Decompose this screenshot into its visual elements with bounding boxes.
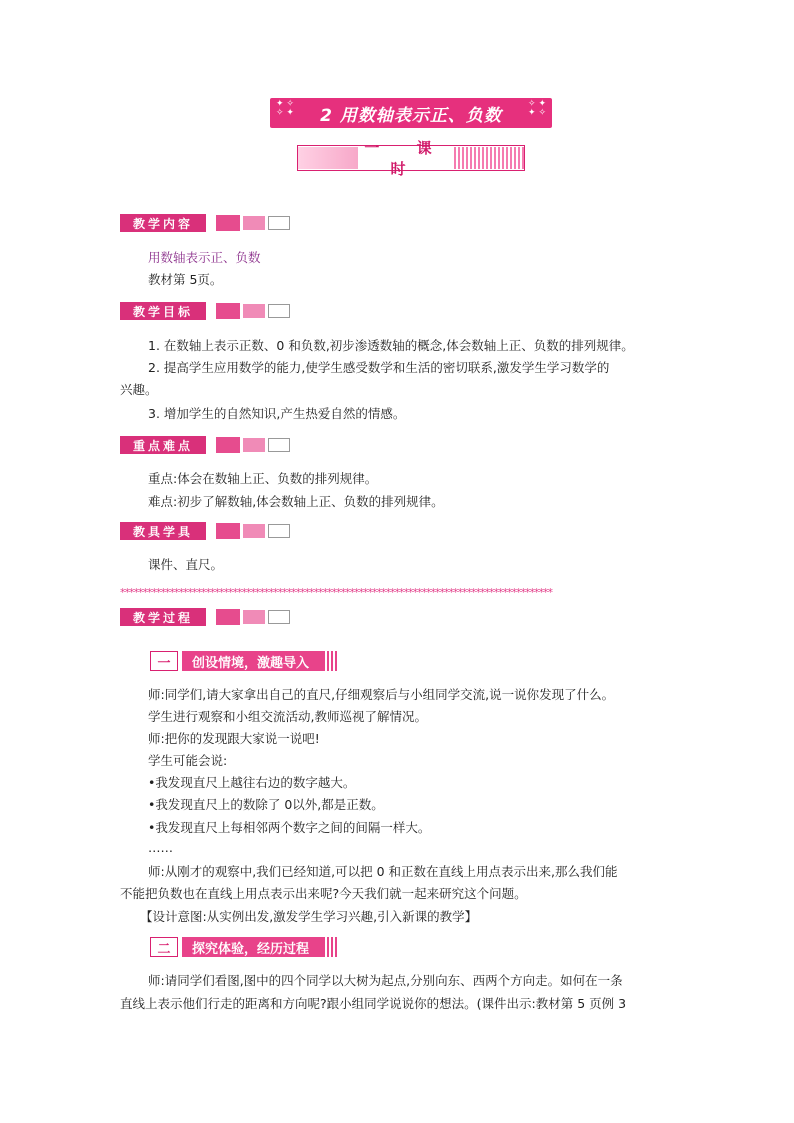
lesson-title-banner: [270, 98, 552, 128]
star-divider: ************************************************************************************************: [120, 588, 552, 598]
content-textbook-page: 教材第 5页。: [148, 272, 223, 287]
process-paragraph-continued: 不能把负数也在直线上用点表示出来呢?今天我们就一起来研究这个问题。: [120, 886, 527, 901]
section-square-decoration: [216, 303, 240, 319]
step-number: 一: [150, 651, 178, 671]
lesson-title: 2 用数轴表示正、负数: [320, 105, 502, 126]
section-label: 教具学具: [120, 522, 206, 540]
section-label: 重点难点: [120, 436, 206, 454]
bullet-item: •我发现直尺上越往右边的数字越大。: [148, 775, 356, 790]
step-stripe-decoration: [323, 651, 337, 671]
section-header-goals: [120, 302, 290, 320]
section-label: 教学目标: [120, 302, 206, 320]
section-square-decoration: [243, 304, 265, 318]
section-square-decoration: [243, 438, 265, 452]
section-header-process: [120, 608, 290, 626]
subtitle-decoration-right: [454, 147, 524, 169]
step-number: 二: [150, 937, 178, 957]
process-paragraph: 学生进行观察和小组交流活动,教师巡视了解情况。: [148, 709, 427, 724]
section-square-decoration: [268, 524, 290, 538]
design-intent: 【设计意图:从实例出发,激发学生学习兴趣,引入新课的教学】: [140, 909, 478, 924]
section-square-decoration: [216, 523, 240, 539]
subtitle-decoration-left: [298, 147, 358, 169]
section-label: 教学过程: [120, 608, 206, 626]
section-square-decoration: [216, 437, 240, 453]
section-square-decoration: [243, 610, 265, 624]
content-topic: 用数轴表示正、负数: [148, 250, 261, 265]
section-square-decoration: [243, 524, 265, 538]
step-title: 创设情境，激趣导入: [182, 651, 323, 671]
star-decoration-icon: ✦ ✧ ✧ ✦: [276, 99, 294, 118]
process-paragraph: 师:请同学们看图,图中的四个同学以大树为起点,分别向东、西两个方向走。如何在一条: [148, 973, 623, 988]
ellipsis: ……: [148, 840, 173, 855]
process-paragraph: 师:从刚才的观察中,我们已经知道,可以把 0 和正数在直线上用点表示出来,那么我们能: [148, 864, 618, 879]
section-square-decoration: [216, 215, 240, 231]
goal-item-continued: 兴趣。: [120, 382, 158, 397]
bullet-item: •我发现直尺上的数除了 0以外,都是正数。: [148, 797, 384, 812]
section-square-decoration: [243, 216, 265, 230]
section-header-key-points: [120, 436, 290, 454]
process-paragraph: 学生可能会说:: [148, 753, 228, 768]
star-decoration-icon: ✧ ✦ ✦ ✧: [528, 99, 546, 118]
process-paragraph-continued: 直线上表示他们行走的距离和方向呢?跟小组同学说说你的想法。(课件出示:教材第 5 页例 3: [120, 996, 627, 1011]
section-square-decoration: [268, 216, 290, 230]
goal-item: 2. 提高学生应用数学的能力,使学生感受数学和生活的密切联系,激发学生学习数学的: [148, 360, 610, 375]
bullet-item: •我发现直尺上每相邻两个数字之间的间隔一样大。: [148, 820, 431, 835]
section-square-decoration: [268, 610, 290, 624]
section-square-decoration: [216, 609, 240, 625]
section-square-decoration: [268, 438, 290, 452]
tools-list: 课件、直尺。: [148, 557, 224, 572]
step-header-1: [150, 651, 337, 671]
step-title: 探究体验，经历过程: [182, 937, 323, 957]
goal-item: 1. 在数轴上表示正数、0 和负数,初步渗透数轴的概念,体会数轴上正、负数的排列规律。: [148, 338, 634, 353]
step-header-2: [150, 937, 337, 957]
section-square-decoration: [268, 304, 290, 318]
difficult-point: 难点:初步了解数轴,体会数轴上正、负数的排列规律。: [148, 494, 444, 509]
lesson-subtitle-banner: [297, 139, 525, 178]
section-label: 教学内容: [120, 214, 206, 232]
process-paragraph: 师:同学们,请大家拿出自己的直尺,仔细观察后与小组同学交流,说一说你发现了什么。: [148, 687, 615, 702]
section-header-tools: [120, 522, 290, 540]
step-stripe-decoration: [323, 937, 337, 957]
process-paragraph: 师:把你的发现跟大家说一说吧!: [148, 731, 320, 746]
section-header-content: [120, 214, 290, 232]
goal-item: 3. 增加学生的自然知识,产生热爱自然的情感。: [148, 406, 406, 421]
key-point: 重点:体会在数轴上正、负数的排列规律。: [148, 471, 378, 486]
lesson-subtitle: 一 课 时: [364, 139, 448, 178]
